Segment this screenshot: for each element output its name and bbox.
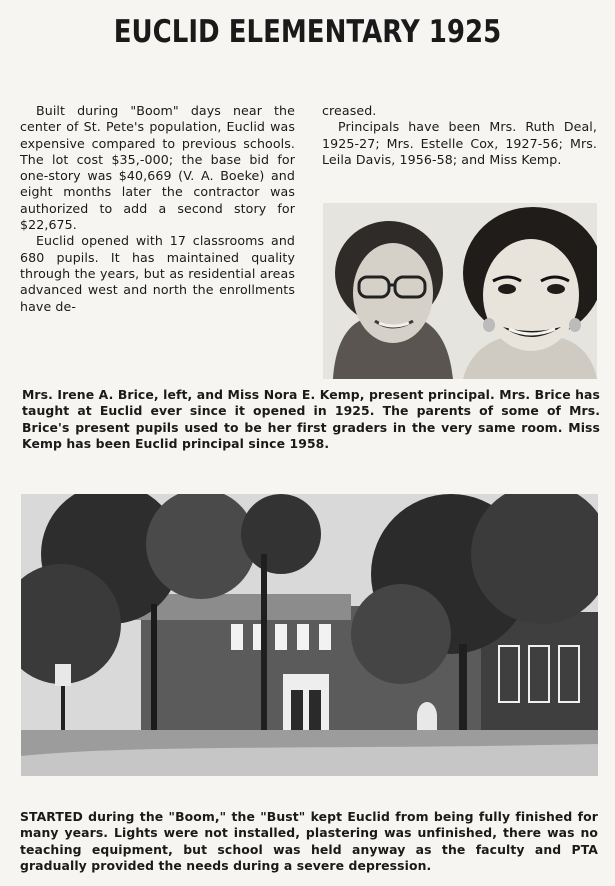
- article-right-column: [322, 103, 597, 168]
- portrait-caption: Mrs. Irene A. Brice, left, and Miss Nora E. Kemp, present principal. Mrs. Brice has taught at Euclid ever since it opened in 1925. The parents of some of Mrs. Brice's present pupils used to be her first graders in the very same room. Miss Kemp has been Euclid principal since 1958.: [22, 387, 600, 452]
- article-left-column: [20, 103, 295, 315]
- article-paragraph: Built during "Boom" days near the center of St. Pete's population, Euclid was expensive compared to previous schools. The lot cost $35,-000; the base bid for one-story was $40,669 (V. A. Boeke) and eight months later the contractor was authorized to add a second story for $22,675.: [20, 103, 295, 233]
- school-building-photo: [21, 494, 598, 776]
- school-photo-caption: STARTED during the "Boom," the "Bust" kept Euclid from being fully finished for many years. Lights were not installed, plastering was unfinished, there was no teaching equipment, but school was held anyway as the faculty and PTA gradually provided the needs during a severe depression.: [20, 809, 598, 874]
- article-paragraph: Euclid opened with 17 classrooms and 680 pupils. It has maintained quality through the years, but as residential areas advanced west and north the enrollments have de-: [20, 233, 295, 314]
- article-paragraph: Principals have been Mrs. Ruth Deal, 1925-27; Mrs. Estelle Cox, 1927-56; Mrs. Leila Davis, 1956-58; and Miss Kemp.: [322, 119, 597, 167]
- article-paragraph-continued: creased.: [322, 103, 377, 118]
- portrait-photo: [323, 203, 597, 379]
- portrait-right-woman: [463, 207, 597, 379]
- page-title: EUCLID ELEMENTARY 1925: [113, 14, 502, 50]
